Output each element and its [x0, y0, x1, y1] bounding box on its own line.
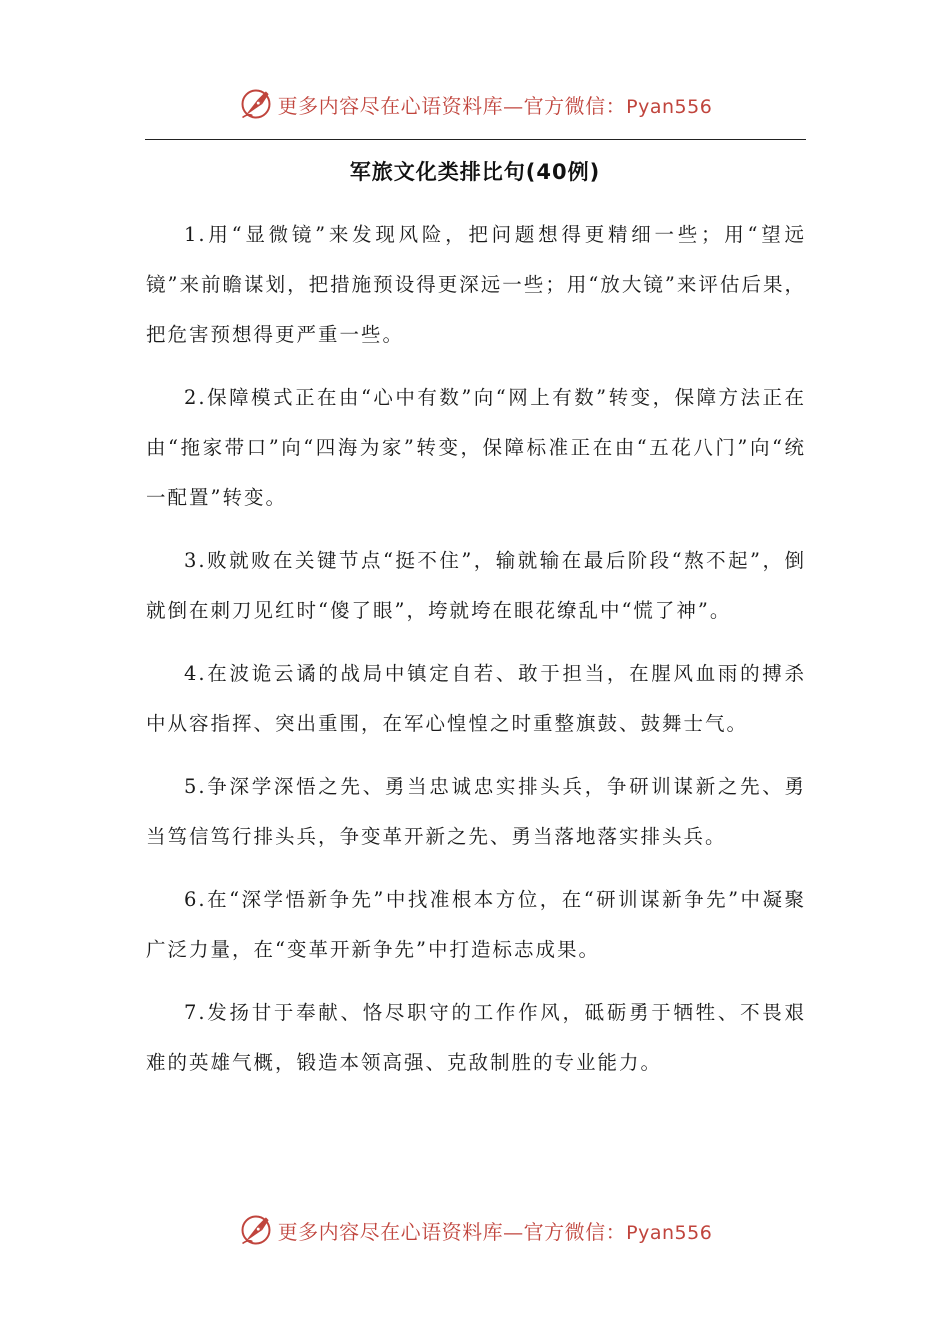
- header-divider: [145, 139, 806, 140]
- paragraph-4: 4.在波诡云谲的战局中镇定自若、敢于担当，在腥风血雨的搏杀中从容指挥、突出重围，在军心惶惶之时重整旗鼓、鼓舞士气。: [146, 662, 806, 735]
- banner-slogan: 更多内容尽在心语资料库: [277, 1219, 504, 1244]
- banner-dash: —: [503, 1219, 524, 1244]
- banner-text: [278, 90, 713, 119]
- document-title: 军旅文化类排比句(40例): [349, 160, 601, 184]
- paragraph-1: 1.用“显微镜”来发现风险，把问题想得更精细一些；用“望远镜”来前瞻谋划，把措施预设得更深远一些；用“放大镜”来评估后果，把危害预想得更严重一些。: [146, 223, 806, 346]
- banner-wechat-label: 官方微信：: [523, 93, 627, 118]
- banner-wechat-handle: Pyan556: [626, 1221, 713, 1244]
- pen-nib-logo-icon: [238, 1212, 274, 1248]
- banner-wechat-handle: Pyan556: [626, 95, 713, 118]
- paragraph-5: 5.争深学深悟之先、勇当忠诚忠实排头兵，争研训谋新之先、勇当笃信笃行排头兵，争变革开新之先、勇当落地落实排头兵。: [146, 775, 806, 848]
- banner-dash: —: [503, 93, 524, 118]
- banner-slogan: 更多内容尽在心语资料库: [277, 93, 504, 118]
- paragraph-3: 3.败就败在关键节点“挺不住”，输就输在最后阶段“熬不起”，倒就倒在刺刀见红时“傻了眼”，垮就垮在眼花缭乱中“慌了神”。: [146, 549, 806, 622]
- banner-wechat-label: 官方微信：: [523, 1219, 627, 1244]
- paragraph-6: 6.在“深学悟新争先”中找准根本方位，在“研训谋新争先”中凝聚广泛力量，在“变革开新争先”中打造标志成果。: [146, 888, 806, 961]
- header-banner: [0, 82, 950, 126]
- pen-nib-logo-icon: [238, 86, 274, 122]
- paragraph-7: 7.发扬甘于奉献、恪尽职守的工作作风，砥砺勇于牺牲、不畏艰难的英雄气概，锻造本领高强、克敌制胜的专业能力。: [146, 1001, 806, 1074]
- banner-text: [278, 1216, 713, 1245]
- footer-banner: [0, 1208, 950, 1252]
- paragraph-2: 2.保障模式正在由“心中有数”向“网上有数”转变，保障方法正在由“拖家带口”向“四海为家”转变，保障标准正在由“五花八门”向“统一配置”转变。: [146, 386, 806, 509]
- document-body: [146, 210, 806, 1101]
